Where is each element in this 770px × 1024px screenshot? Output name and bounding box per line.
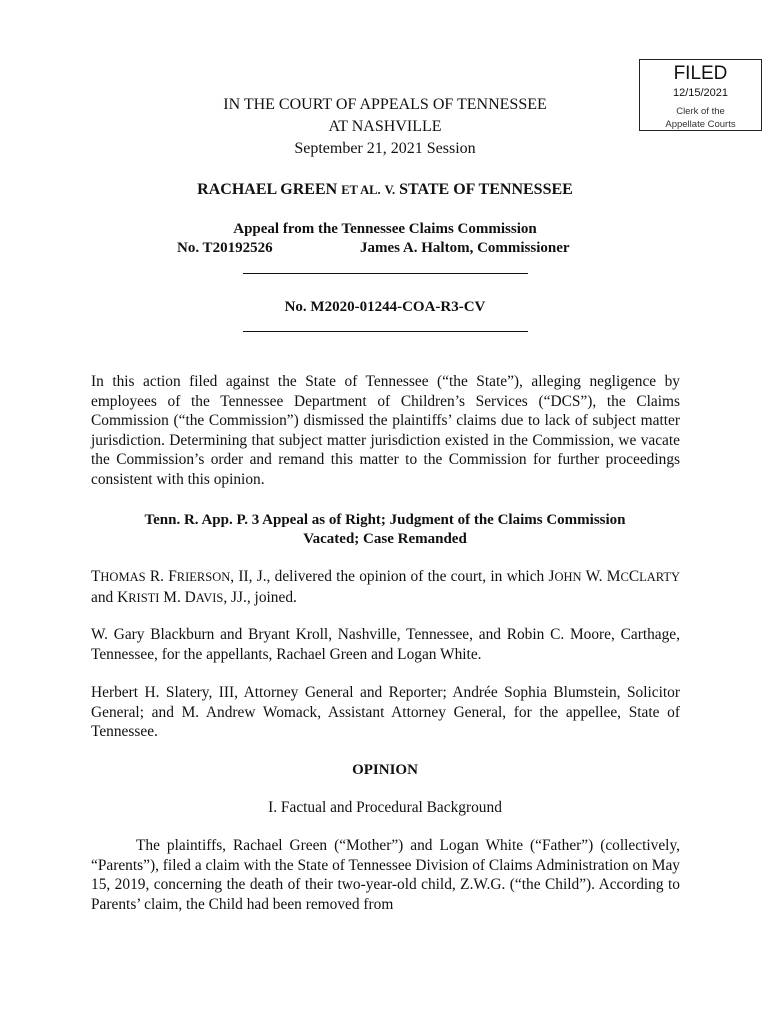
disposition-line-2: Vacated; Case Remanded (303, 531, 467, 547)
judge2-last-name: AVIS (195, 590, 224, 605)
author-initial: T (91, 568, 101, 585)
filed-label: FILED (673, 63, 728, 84)
disposition-line-1: Tenn. R. App. P. 3 Appeal as of Right; Judgment of the Claims Commission (144, 512, 626, 528)
counsel-appellants: W. Gary Blackburn and Bryant Kroll, Nashville, Tennessee, and Robin C. Moore, Carthage, Tennessee, for the appellants, Rachael Green and Logan White. (91, 626, 680, 663)
judge2-first-name: RISTI (128, 590, 160, 605)
authorship-text: , II, J., delivered the opinion of the court, in which J (230, 568, 555, 585)
judge1-last-name: LARTY (639, 570, 681, 584)
trial-court-number: No. T20192526 (177, 240, 273, 256)
authorship-and: and K (91, 588, 129, 606)
summary-paragraph: In this action filed against the State of Tennessee (“the State”), alleging negligence by employees of the Tennessee Department of Children’s Services (“DCS”), the Claims Commission (“the Commission”) dismissed the plaintiffs’ claims due to lack of subject matter jurisdiction. Determining that subject matter jurisdiction existed in the Commission, we vacate the Commission’s order and remand this matter to the Commission for further proceedings consistent with this opinion. (91, 373, 680, 488)
divider-line-bottom (243, 331, 528, 332)
divider-line-top (243, 273, 528, 274)
defendant-name: STATE OF TENNESSEE (399, 181, 573, 198)
court-location: AT NASHVILLE (328, 118, 442, 135)
filed-date: 12/15/2021 (672, 87, 729, 99)
opinion-heading: OPINION (352, 762, 418, 778)
commissioner-name: James A. Haltom, Commissioner (360, 240, 570, 256)
author-first-name: HOMAS (100, 570, 146, 584)
appeal-from: Appeal from the Tennessee Claims Commission (233, 221, 537, 237)
docket-number: No. M2020-01244-COA-R3-CV (284, 299, 486, 315)
filed-clerk-line-1: Clerk of the (676, 106, 725, 117)
author-middle: R. F (145, 568, 177, 585)
judge1-middle: W. M (581, 568, 621, 585)
court-session: September 21, 2021 Session (294, 140, 476, 157)
versus: V. (384, 183, 396, 197)
author-last-name: RIERSON (176, 570, 231, 584)
plaintiff-name: RACHAEL GREEN (197, 181, 338, 198)
judge1-initial: C (628, 568, 640, 585)
case-title (0, 179, 770, 201)
judge1-first-name: OHN (554, 570, 582, 584)
section-heading: I. Factual and Procedural Background (268, 799, 502, 816)
et-al: ET AL. (341, 183, 381, 197)
counsel-appellee: Herbert H. Slatery, III, Attorney General and Reporter; Andrée Sophia Blumstein, Solicitor General; and M. Andrew Womack, Assistant Attorney General, for the appellee, State of Tennessee. (91, 684, 680, 740)
authorship-paragraph (91, 567, 680, 608)
body-paragraph: The plaintiffs, Rachael Green (“Mother”) and Logan White (“Father”) (collectively, “Parents”), filed a claim with the State of Tennessee Division of Claims Administration on May 15, 2019, concerning the death of their two-year-old child, Z.W.G. (“the Child”). According to Parents’ claim, the Child had been removed from (91, 837, 680, 913)
authorship-end: , JJ., joined. (223, 588, 297, 606)
filed-clerk-line-2: Appellate Courts (665, 119, 736, 130)
judge1-prefix: C (620, 570, 629, 584)
court-name: IN THE COURT OF APPEALS OF TENNESSEE (223, 96, 547, 113)
judge2-middle: M. D (159, 588, 196, 606)
